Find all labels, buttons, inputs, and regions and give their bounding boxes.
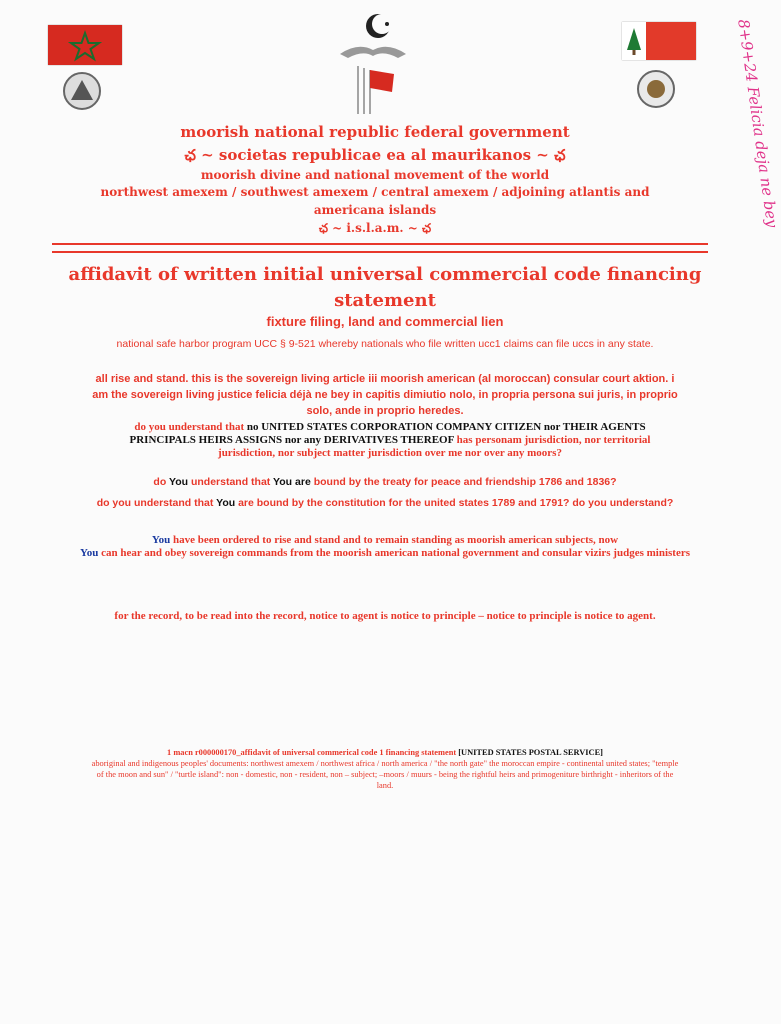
eagle-seal <box>637 70 675 108</box>
flags-on-poles-icon <box>350 62 400 116</box>
document-subtitle: fixture filing, land and commercial lien <box>266 314 504 329</box>
ornament-icon: ఛ <box>422 221 432 235</box>
safe-harbor-line: national safe harbor program UCC § 9-521 whereby nationals who file written ucc1 claims can file uccs in any state. <box>116 338 654 350</box>
divider-bottom <box>52 251 708 253</box>
question-jurisdiction: do you understand that no UNITED STATES CORPORATION COMPANY CITIZEN nor THEIR AGENTS PRINCIPALS HEIRS ASSIGNS nor any DERIVATIVES THEREOF has personam jurisdiction, nor territorial jurisdiction, nor subject matter jurisdiction over me nor over any moors? <box>129 421 651 459</box>
ordered-paragraph: You have been ordered to rise and stand and to remain standing as moorish american subjects, now You can hear and obey sovereign commands from the moorish american national government and consular vizirs judges ministers <box>80 534 690 559</box>
crescent-icon <box>360 10 400 42</box>
pine-tree-icon <box>622 22 646 60</box>
eagle-icon <box>639 72 673 106</box>
header-region-line: northwest amexem / southwest amexem / central amexem / adjoining atlantis and <box>100 185 650 199</box>
ornament-icon: ఛ <box>554 146 566 164</box>
divider-top <box>52 243 708 245</box>
footer-notice: 1 macn r000000170_affidavit of universal commerical code 1 financing statement [UNITED STATES POSTAL SERVICE] aboriginal and indigenous peoples' documents: northwest amexem / northwest africa / north america / "the north gate" the moroccan empire - continental united states; "temple of the moon and sun" / "turtle island": non - domestic, non - resident, non – subject; –moors / muurs - being the rightful heirs and primogeniture birthright - inheritors of the land. <box>91 748 679 790</box>
pyramid-icon <box>65 74 99 108</box>
header-title: moorish national republic federal government <box>180 123 570 141</box>
header-latin-line: ఛ ~ societas republicae ea al maurikanos ~ ఛ <box>184 146 566 164</box>
moroccan-flag <box>48 25 122 65</box>
handshake-icon <box>338 40 408 60</box>
ornament-icon: ఛ <box>184 146 196 164</box>
pyramid-seal <box>63 72 101 110</box>
ornament-icon: ఛ <box>318 221 328 235</box>
red-flag-with-tree <box>622 22 696 60</box>
question-constitution: do you understand that You are bound by the constitution for the united states 1789 and 1791? do you understand? <box>96 497 674 509</box>
handwritten-margin-note: 8+9+24 Felicia deja ne bey <box>734 18 781 229</box>
header-islam-line: ఛ ~ i.s.l.a.m. ~ ఛ <box>318 221 432 235</box>
court-paragraph: all rise and stand. this is the sovereign living article iii moorish american (al moroccan) consular court aktion. i am the sovereign living justice felicia déjà ne bey in capitis dimiutio nolo, in propria persona sui juris, in proprio solo, ande in proprio heredes. <box>92 373 678 417</box>
header-islands-line: americana islands <box>313 203 437 217</box>
header-movement-line: moorish divine and national movement of the world <box>200 168 550 182</box>
record-notice: for the record, to be read into the record, notice to agent is notice to principle – notice to principle is notice to agent. <box>114 610 656 622</box>
question-treaty: do You understand that You are bound by the treaty for peace and friendship 1786 and 1836? <box>153 476 617 488</box>
document-title: affidavit of written initial universal commercial code financing statement <box>68 264 702 311</box>
star-icon <box>48 25 122 65</box>
